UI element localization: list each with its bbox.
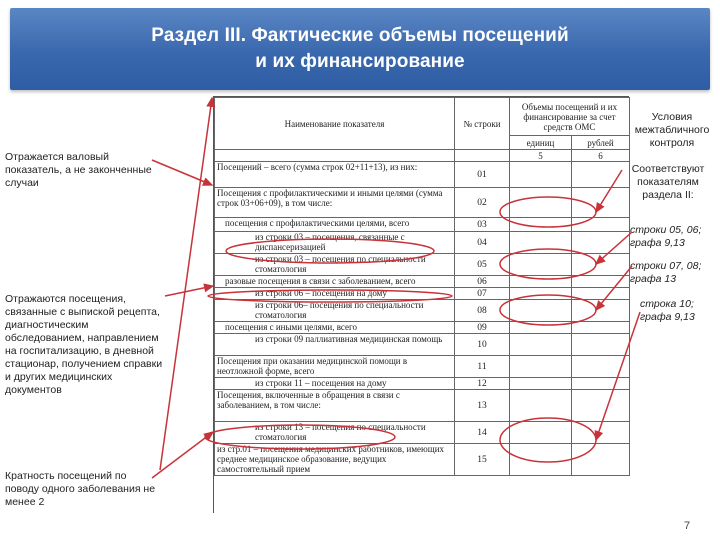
- right-note-row-10: строка 10; графа 9,13: [640, 298, 695, 323]
- arrow-right-1: [596, 170, 622, 212]
- row-num: 07: [455, 288, 510, 300]
- row-num: 13: [455, 390, 510, 422]
- highlight-ellipse-row13-data: [500, 418, 596, 462]
- row-num: 11: [455, 356, 510, 378]
- row-name: из строки 06 – посещения на дому: [215, 288, 455, 300]
- arrow-visits: [165, 286, 213, 296]
- arrow-multiplicity: [152, 432, 213, 478]
- highlight-ellipse-row06: [208, 290, 452, 302]
- row-num: 09: [455, 322, 510, 334]
- arrow-right-2: [596, 232, 632, 264]
- highlight-ellipse-row04-data: [500, 249, 596, 279]
- col-header-group: Объемы посещений и их финансирование за счет средств ОМС: [510, 98, 630, 136]
- arrow-right-4: [596, 312, 640, 440]
- row-num: 06: [455, 276, 510, 288]
- col-header-num: № строки: [455, 98, 510, 150]
- arrow-long-up: [160, 98, 212, 470]
- highlight-ellipse-row13: [205, 425, 395, 449]
- right-note-heading: Условия межтабличного контроля: [634, 111, 710, 149]
- highlight-ellipse-row04: [226, 239, 434, 263]
- right-note-rows-07-08: строки 07, 08; графа 13: [630, 260, 702, 285]
- row-name: Посещений – всего (сумма строк 02+11+13), из них:: [215, 162, 455, 188]
- left-note-multiplicity: Кратность посещений по поводу одного заболевания не менее 2: [5, 470, 156, 508]
- right-note-rows-05-06: строки 05, 06; графа 9,13: [630, 224, 702, 249]
- row-name: из строки 03 – посещения по специальности стоматология: [215, 254, 455, 276]
- row-name: из строки 09 паллиативная медицинская помощь: [215, 334, 455, 356]
- row-name: Посещения с профилактическими и иными целями (сумма строк 03+06+09), в том числе:: [215, 188, 455, 218]
- row-num: 05: [455, 254, 510, 276]
- col-header-name: Наименование показателя: [215, 98, 455, 150]
- row-name: из строки 06– посещения по специальности стоматология: [215, 300, 455, 322]
- row-name: из стр.01 – посещения медицинских работников, имеющих среднее медицинское образование, ведущих самостоятельный прием: [215, 444, 455, 476]
- col-header-units: единиц: [510, 136, 572, 150]
- left-note-gross: Отражается валовый показатель, а не законченные случаи: [5, 151, 152, 189]
- row-name: разовые посещения в связи с заболеванием, всего: [215, 276, 455, 288]
- highlight-ellipse-row02-data: [500, 197, 596, 227]
- left-note-visits: Отражаются посещения, связанные с выпиской рецепта, диагностическим обследованием, направлением на госпитализацию, в дневной стационар, получением справки и других медицинских документов: [5, 293, 163, 396]
- slide-title-line2: и их финансирование: [255, 51, 465, 72]
- row-num: 08: [455, 300, 510, 322]
- row-num: 02: [455, 188, 510, 218]
- col-number-5: 5: [510, 150, 572, 162]
- row-name: из строки 13 – посещения по специальности стоматология: [215, 422, 455, 444]
- row-num: 01: [455, 162, 510, 188]
- row-num: 10: [455, 334, 510, 356]
- row-name: Посещения при оказании медицинской помощи в неотложной форме, всего: [215, 356, 455, 378]
- row-name: из строки 11 – посещения на дому: [215, 378, 455, 390]
- highlight-ellipse-row07-data: [500, 295, 596, 325]
- page-number: 7: [684, 520, 691, 532]
- row-name: посещения с профилактическими целями, всего: [215, 218, 455, 232]
- row-num: 04: [455, 232, 510, 254]
- row-num: 03: [455, 218, 510, 232]
- row-num: 12: [455, 378, 510, 390]
- col-header-rub: рублей: [572, 136, 630, 150]
- row-name: посещения с иными целями, всего: [215, 322, 455, 334]
- arrow-right-3: [596, 266, 632, 310]
- row-name: Посещения, включенные в обращения в связи с заболеванием, в том числе:: [215, 390, 455, 422]
- row-name: из строки 03 – посещения, связанные с диспансеризацией: [215, 232, 455, 254]
- col-number-6: 6: [572, 150, 630, 162]
- row-num: 14: [455, 422, 510, 444]
- slide-title-line1: Раздел III. Фактические объемы посещений: [151, 25, 569, 46]
- right-note-match: Соответствуют показателям раздела II:: [631, 163, 705, 201]
- row-num: 15: [455, 444, 510, 476]
